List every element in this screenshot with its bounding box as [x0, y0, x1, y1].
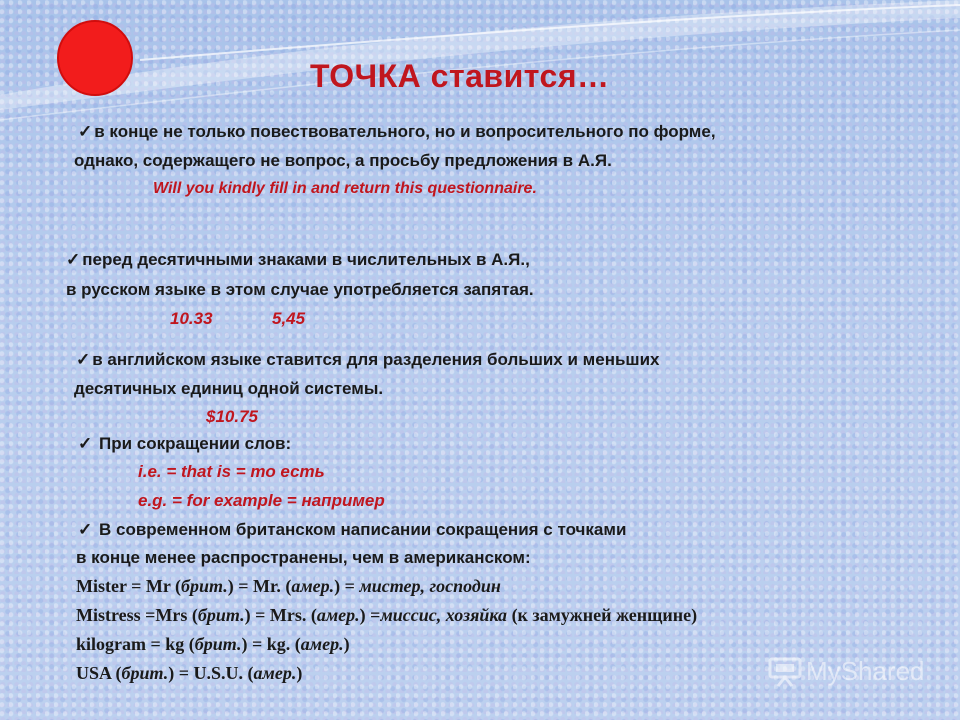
- myshared-watermark: [768, 656, 925, 687]
- check-icon: ✓: [66, 250, 81, 269]
- section3-line2: десятичных единиц одной системы.: [74, 379, 384, 398]
- section1-example: Will you kindly fill in and return this questionnaire.: [153, 180, 537, 197]
- section1-line2: однако, содержащего не вопрос, а просьбу предложения в А.Я.: [74, 151, 612, 170]
- section2-line1: [66, 250, 530, 270]
- section4-example2: e.g. = for example = например: [138, 491, 385, 510]
- section5-line1: [78, 520, 626, 540]
- section1-line1: [78, 122, 716, 142]
- section2-line2: в русском языке в этом случае употребляется запятая.: [66, 280, 534, 299]
- presentation-board-icon: [768, 657, 802, 687]
- section3-example: $10.75: [206, 407, 258, 426]
- section4-text: При сокращении слов:: [98, 434, 292, 453]
- abbr-row-usa: USA (брит.) = U.S.U. (амер.): [76, 663, 303, 683]
- red-circle-decoration: [57, 20, 133, 96]
- section4-example1: i.e. = that is = то есть: [138, 462, 325, 481]
- check-icon: ✓: [76, 350, 91, 369]
- watermark-text: MyShared: [806, 656, 925, 686]
- check-icon: ✓: [78, 434, 93, 453]
- check-icon: ✓: [78, 122, 93, 141]
- page-title: ТОЧКА ставится…: [310, 58, 610, 94]
- section3-line1: [76, 350, 659, 370]
- section1-text1: в конце не только повествовательного, но и вопросительного по форме,: [94, 122, 716, 141]
- section2-example2: 5,45: [272, 309, 306, 328]
- check-icon: ✓: [78, 520, 93, 539]
- section2-text1: перед десятичными знаками в числительных в А.Я.,: [82, 250, 530, 269]
- section5-text1: В современном британском написании сокращения с точками: [98, 520, 627, 539]
- section3-text1: в английском языке ставится для разделения больших и меньших: [92, 350, 660, 369]
- abbr-row-kilogram: kilogram = kg (брит.) = kg. (амер.): [76, 634, 350, 654]
- abbr-row-mister: Mister = Mr (брит.) = Mr. (амер.) = мистер, господин: [76, 576, 501, 596]
- section4-heading: [78, 434, 291, 454]
- abbr-row-mistress: Mistress =Mrs (брит.) = Mrs. (амер.) =миссис, хозяйка (к замужней женщине): [76, 605, 698, 625]
- section2-example1: 10.33: [170, 309, 213, 328]
- section5-line2: в конце менее распространены, чем в американском:: [76, 548, 531, 567]
